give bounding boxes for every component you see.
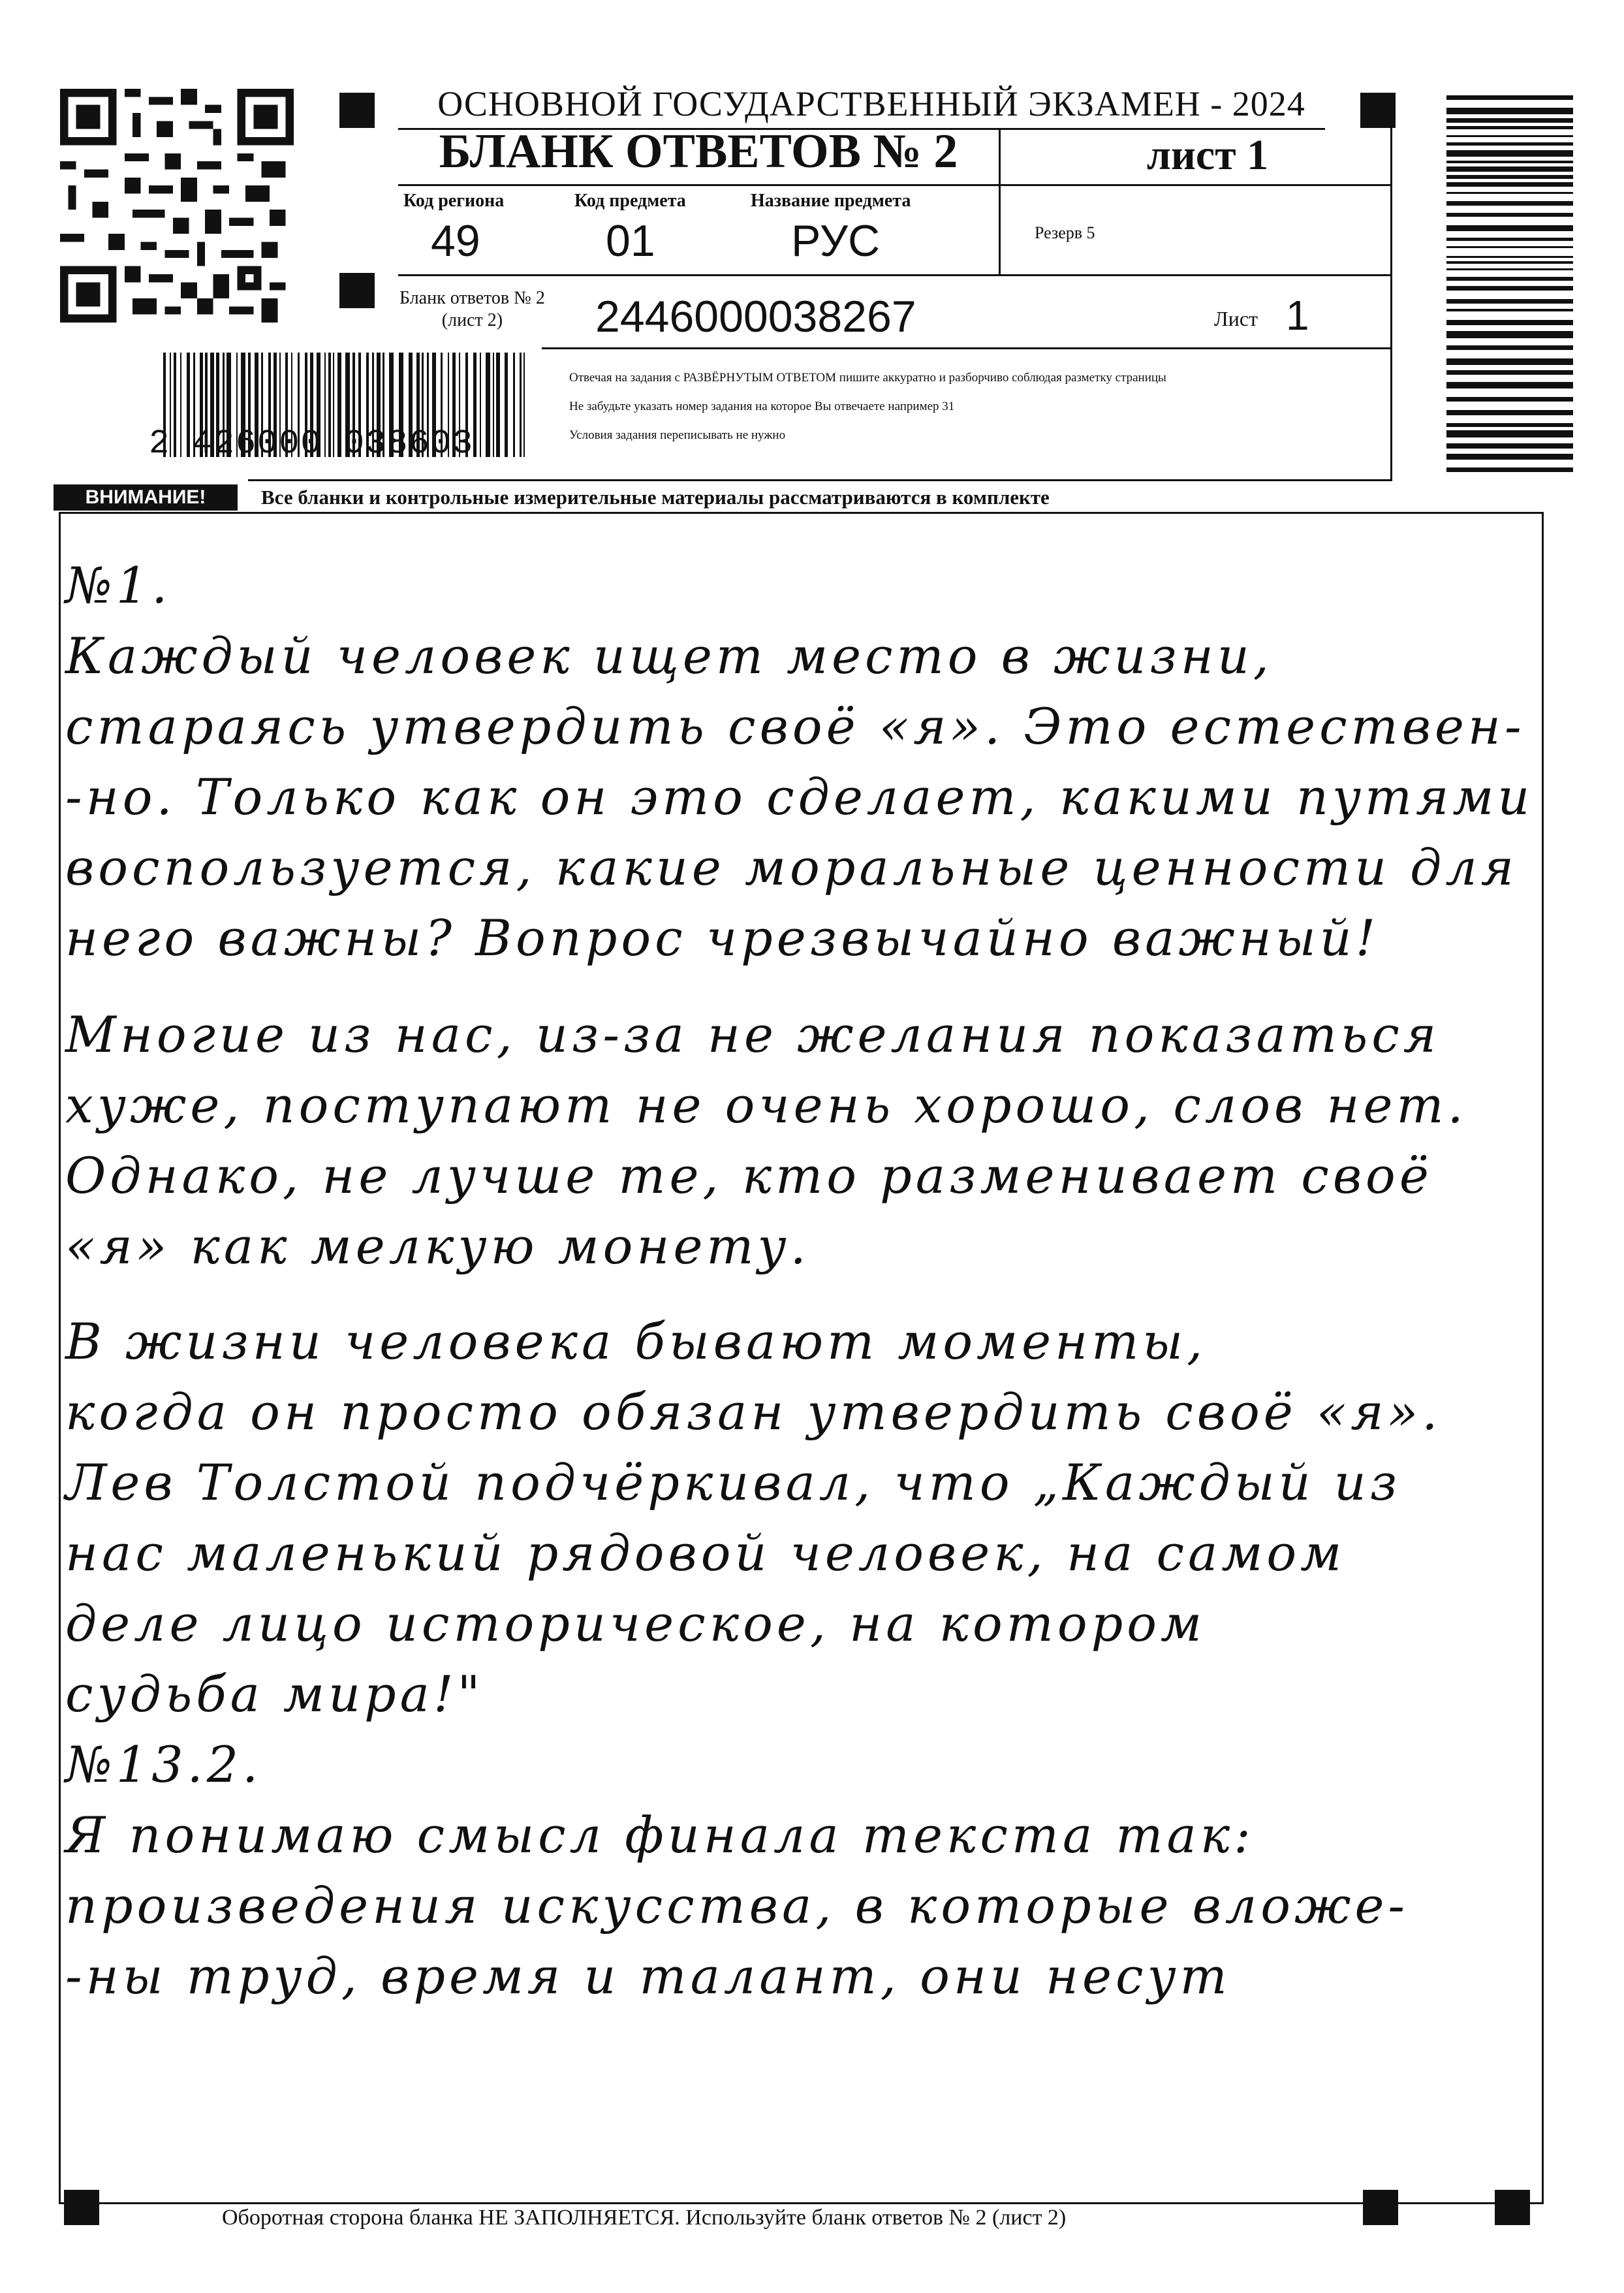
sheet-title: лист 1 xyxy=(1146,131,1269,179)
handwriting-line: хуже, поступают не очень хорошо, слов нет. xyxy=(65,1076,1467,1134)
footer-text: Оборотная сторона бланка НЕ ЗАПОЛНЯЕТСЯ. Используйте бланк ответов № 2 (лист 2) xyxy=(222,2206,1067,2230)
barcode-right xyxy=(1446,95,1573,479)
handwriting-line: судьба мира!" xyxy=(65,1665,484,1723)
handwriting-line: -ны труд, время и талант, они несут xyxy=(65,1947,1231,2005)
header-right-border xyxy=(1390,128,1392,481)
handwriting-line: Многие из нас, из-за не желания показаться xyxy=(65,1005,1441,1064)
header-divider xyxy=(999,129,1001,274)
handwriting-line: Лев Толстой подчёркивал, что „Каждый из xyxy=(65,1453,1401,1511)
handwriting-line: воспользуется, какие моральные ценности для xyxy=(65,838,1518,896)
instruction-line: Не забудьте указать номер задания на которое Вы отвечаете например 31 xyxy=(569,400,955,413)
barcode-digits: 2 426000 038603 xyxy=(149,424,475,463)
reserve-label: Резерв 5 xyxy=(1035,223,1095,242)
sheet-number: 1 xyxy=(1286,292,1309,339)
attention-text: Все бланки и контрольные измерительные материалы рассматриваются в комплекте xyxy=(261,486,1050,509)
header-rule xyxy=(542,347,1390,349)
handwriting-line: стараясь утвердить своё «я». Это естествен- xyxy=(65,697,1525,755)
region-label: Код региона xyxy=(403,191,505,211)
handwriting-line: №13.2. xyxy=(65,1735,262,1794)
handwriting-line: Я понимаю смысл финала текста так: xyxy=(65,1806,1255,1864)
attention-badge: ВНИМАНИЕ! xyxy=(54,484,238,511)
sub-form-label xyxy=(399,287,545,332)
handwriting-line: -но. Только как он это сделает, какими путями xyxy=(65,768,1534,826)
exam-title: ОСНОВНОЙ ГОСУДАРСТВЕННЫЙ ЭКЗАМЕН - 2024 xyxy=(437,84,1305,123)
handwriting-line: произведения искусства, в которые вложе- xyxy=(65,1876,1409,1935)
handwriting-line: Каждый человек ищет место в жизни, xyxy=(65,627,1273,685)
fiducial-marker xyxy=(339,273,375,308)
sub-form-label-line: (лист 2) xyxy=(441,310,503,330)
header-rule xyxy=(398,184,1390,186)
sub-form-label-line: Бланк ответов № 2 xyxy=(399,288,545,308)
handwriting-line: когда он просто обязан утвердить своё «я». xyxy=(65,1383,1442,1441)
handwriting-line: №1. xyxy=(65,556,172,614)
instruction-line: Условия задания переписывать не нужно xyxy=(569,428,786,442)
header-rule xyxy=(248,479,1392,481)
subject-code-value: 01 xyxy=(606,216,655,266)
instruction-line: Отвечая на задания с РАЗВЁРНУТЫМ ОТВЕТОМ пишите аккуратно и разборчиво соблюдая разметку страницы xyxy=(569,371,1166,385)
subject-code-label: Код предмета xyxy=(574,191,686,211)
header-rule xyxy=(398,274,1390,276)
handwriting-line: В жизни человека бывают моменты, xyxy=(65,1312,1207,1370)
sub-form-barcode-number: 2446000038267 xyxy=(595,292,916,341)
handwriting-line: нас маленький рядовой человек, на самом xyxy=(65,1524,1346,1582)
subject-name-label: Название предмета xyxy=(751,191,911,211)
handwriting-line: «я» как мелкую монету. xyxy=(65,1217,810,1275)
subject-name-value: РУС xyxy=(791,216,881,266)
handwriting-line: деле лицо историческое, на котором xyxy=(65,1594,1206,1653)
fiducial-marker xyxy=(339,93,375,128)
handwriting-line: него важны? Вопрос чрезвычайно важный! xyxy=(65,909,1380,967)
fiducial-marker xyxy=(1360,93,1396,128)
handwriting-line: Однако, не лучше те, кто разменивает своё xyxy=(65,1146,1433,1205)
sheet-label: Лист xyxy=(1214,307,1258,330)
form-title: БЛАНК ОТВЕТОВ № 2 xyxy=(439,125,958,178)
qr-code xyxy=(60,89,294,323)
region-value: 49 xyxy=(431,216,480,266)
